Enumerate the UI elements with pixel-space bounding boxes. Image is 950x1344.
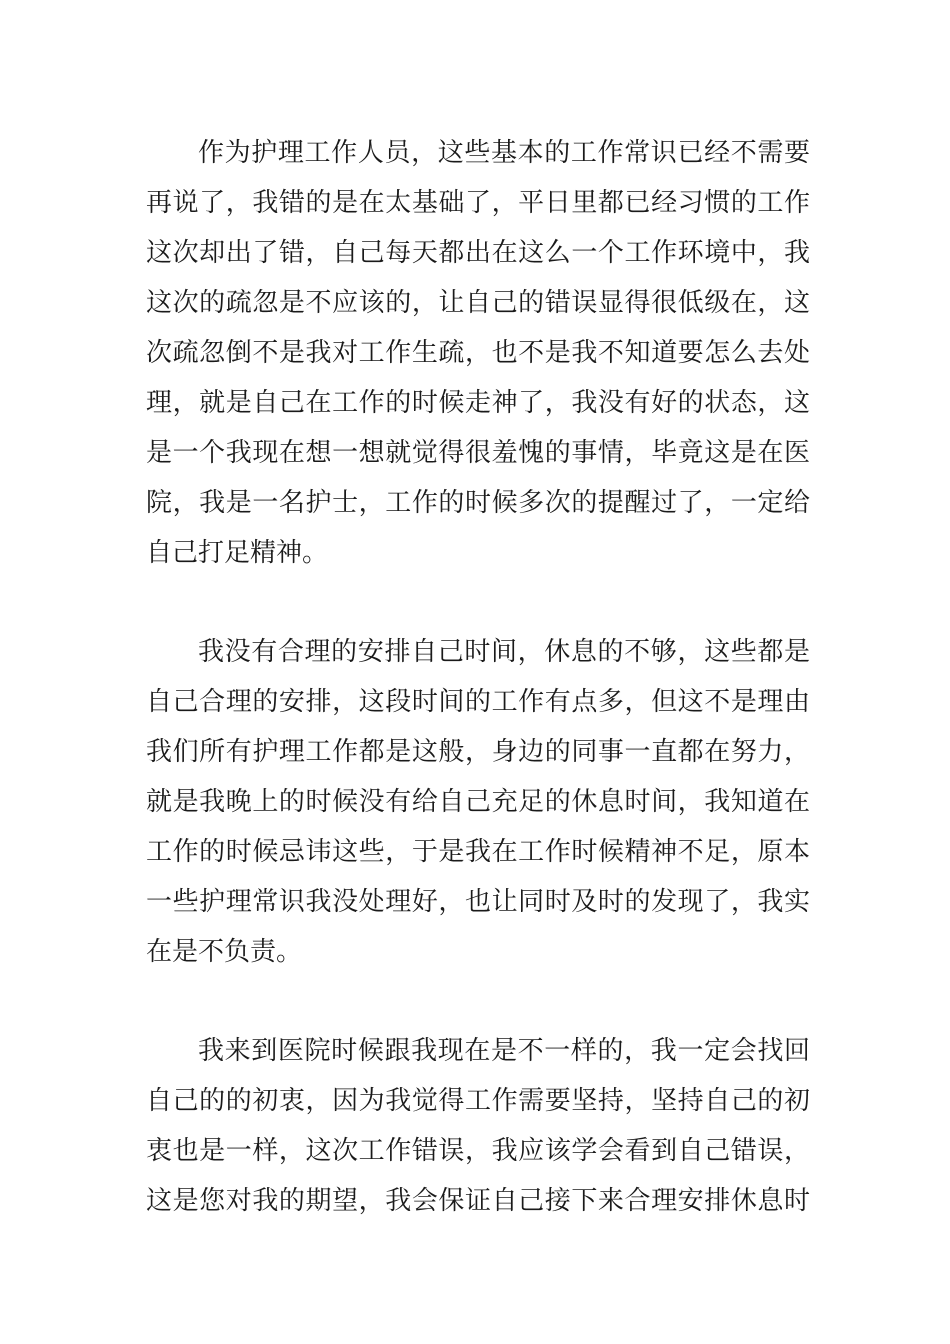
text-line: 是一个我现在想一想就觉得很羞愧的事情，毕竟这是在医 <box>146 438 810 468</box>
text-line: 就是我晚上的时候没有给自己充足的休息时间，我知道在 <box>146 787 810 817</box>
text-line: 院，我是一名护士，工作的时候多次的提醒过了，一定给 <box>146 488 810 518</box>
text-line: 这次却出了错，自己每天都出在这么一个工作环境中，我 <box>146 238 810 268</box>
text-line: 理，就是自己在工作的时候走神了，我没有好的状态，这 <box>146 388 810 418</box>
text-line: 自己的的初衷，因为我觉得工作需要坚持，坚持自己的初 <box>146 1086 810 1116</box>
text-line: 这次的疏忽是不应该的，让自己的错误显得很低级在，这 <box>146 288 810 318</box>
text-line: 我来到医院时候跟我现在是不一样的，我一定会找回 <box>198 1036 810 1066</box>
paragraph-spacer <box>146 578 810 627</box>
text-line: 再说了，我错的是在太基础了，平日里都已经习惯的工作 <box>146 188 810 218</box>
paragraph-spacer <box>146 977 810 1026</box>
paragraph-2 <box>146 627 810 977</box>
text-line: 在是不负责。 <box>146 937 303 967</box>
text-line: 次疏忽倒不是我对工作生疏，也不是我不知道要怎么去处 <box>146 338 810 368</box>
text-line: 这是您对我的期望，我会保证自己接下来合理安排休息时 <box>146 1186 810 1216</box>
text-line: 自己打足精神。 <box>146 538 329 568</box>
text-line: 我没有合理的安排自己时间，休息的不够，这些都是 <box>198 637 810 667</box>
text-line: 自己合理的安排，这段时间的工作有点多，但这不是理由 <box>146 687 810 717</box>
text-line: 作为护理工作人员，这些基本的工作常识已经不需要 <box>198 138 810 168</box>
text-line: 工作的时候忌讳这些，于是我在工作时候精神不足，原本 <box>146 837 810 867</box>
document-body <box>146 128 810 1226</box>
text-line: 我们所有护理工作都是这般，身边的同事一直都在努力， <box>146 737 810 767</box>
text-line: 衷也是一样，这次工作错误，我应该学会看到自己错误， <box>146 1136 810 1166</box>
paragraph-3 <box>146 1026 810 1226</box>
text-line: 一些护理常识我没处理好，也让同时及时的发现了，我实 <box>146 887 810 917</box>
paragraph-1 <box>146 128 810 578</box>
